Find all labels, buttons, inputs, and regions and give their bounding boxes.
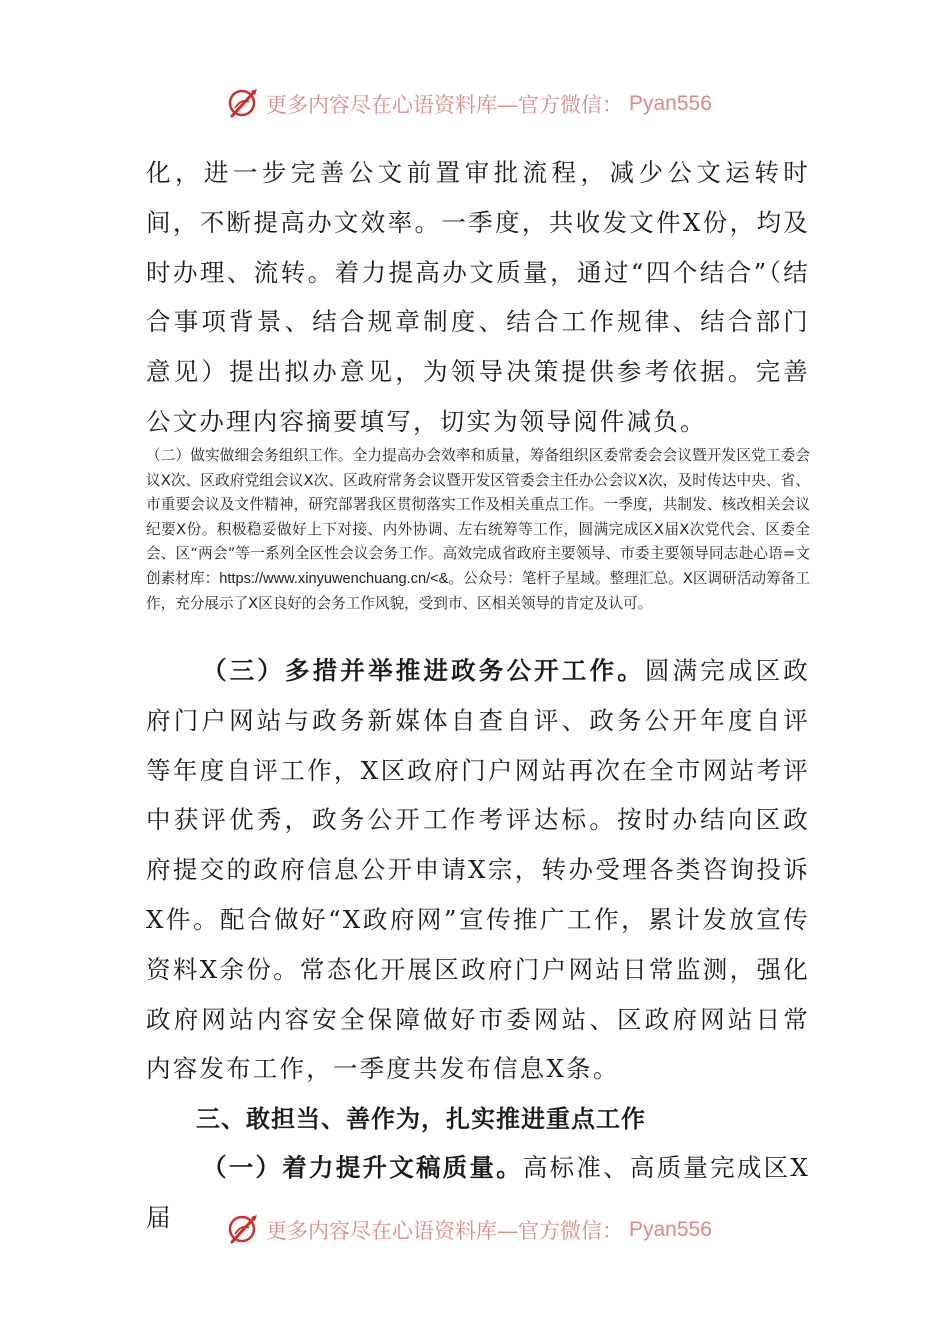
banner-text: 更多内容尽在心语资料库—官方微信： — [266, 93, 623, 117]
paragraph-3-lead: （三）多措并举推进政务公开工作。 — [202, 656, 645, 685]
pen-logo-icon — [226, 86, 262, 122]
footer-banner — [226, 1210, 746, 1250]
paragraph-2-tail: 公众号：笔杆子星域。整理汇总。X区调研活动筹备工作，充分展示了X区良好的会务工作风貌，受到市、区相关领导的肯定及认可。 — [146, 569, 811, 612]
paragraph-4-lead: （一）着力提升文稿质量。 — [202, 1153, 523, 1182]
paragraph-4-text: 高标准、高质量完成区X届 — [146, 1153, 810, 1232]
paragraph-2-text: （二）做实做细会务组织工作。全力提高办会效率和质量，筹备组织区委常委会会议暨开发区党工委会议X次、区政府党组会议X次、区政府常务会议暨开发区管委会主任办公会议X次，及时传达中央、省、市重要会议及文件精神，研究部署我区贯彻落实工作及相关重点工作。一季度，共制发、核改相关会议纪要X份。积极稳妥做好上下对接、内外协调、左右统筹等工作，圆满完成区X届X次党代会、区委全会、区“两会”等一系列全区性会议会务工作。高效完成省政府主要领导、市委主要领导同志赴心语=文创素材库： — [146, 447, 810, 587]
paragraph-3-text: 圆满完成区政府门户网站与政务新媒体自查自评、政务公开年度自评等年度自评工作，X区政府门户网站再次在全市网站考评中获评优秀，政务公开工作考评达标。按时办结向区政府提交的政府信息公开申请X宗，转办受理各类咨询投诉X件。配合做好“X政府网”宣传推广工作，累计发放宣传资料X余份。常态化开展区政府门户网站日常监测，强化政府网站内容安全保障做好市委网站、区政府网站日常内容发布工作，一季度共发布信息X条。 — [146, 656, 810, 1084]
banner-wechat-id: Pyan556 — [629, 92, 712, 115]
pen-logo-icon — [226, 1212, 262, 1248]
paragraph-2 — [146, 444, 810, 616]
paragraph-3 — [146, 646, 810, 1094]
section-heading-3: 三、敢担当、善作为，扎实推进重点工作 — [196, 1105, 646, 1133]
paragraph-1: 化，进一步完善公文前置审批流程，减少公文运转时间，不断提高办文效率。一季度，共收发文件X份，均及时办理、流转。着力提高办文质量，通过“四个结合”（结合事项背景、结合规章制度、结合工作规律、结合部门意见）提出拟办意见，为领导决策提供参考依据。完善公文办理内容摘要填写，切实为领导阅件减负。 — [146, 158, 810, 436]
paragraph-2-url: https://www.xinyuwenchuang.cn/<&。 — [219, 570, 464, 587]
banner-text: 更多内容尽在心语资料库—官方微信： — [266, 1219, 623, 1243]
header-banner — [226, 84, 746, 124]
banner-wechat-id: Pyan556 — [629, 1218, 712, 1241]
